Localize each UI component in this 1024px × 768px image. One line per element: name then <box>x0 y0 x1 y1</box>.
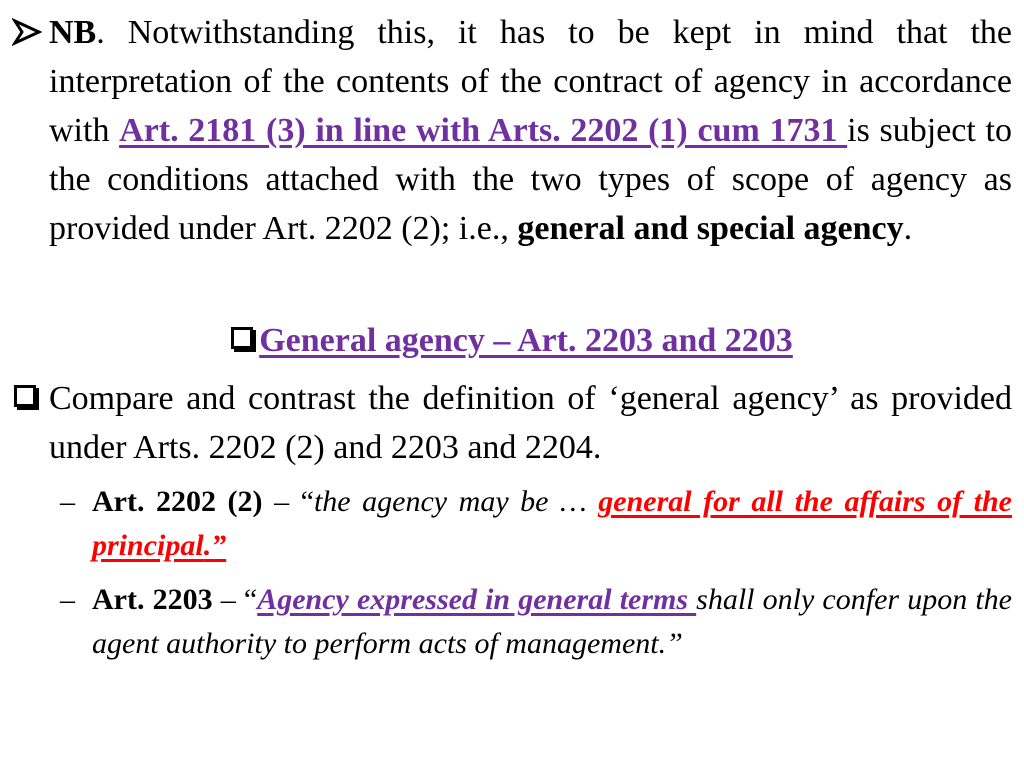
bullet-nb <box>12 8 1012 253</box>
dash-bullet-icon: – <box>60 583 75 616</box>
arrow-bullet-icon <box>12 8 48 57</box>
nb-paragraph <box>49 8 1012 253</box>
dash-bullet-icon: – <box>60 485 75 518</box>
nb-text-1: . Notwithstanding this, it has to be kept in mind that the interpretation of the contents of the contract of agency in accordance with <box>49 14 1012 149</box>
sub-2202-text <box>92 480 1012 568</box>
sub1-red-emphasis: general for all the affairs of the principal <box>92 485 1012 562</box>
sub-2203-text <box>92 578 1012 666</box>
sub2-italic: shall only confer upon the agent authority to perform acts of management.” <box>92 583 1012 660</box>
sub1-end: .” <box>203 529 227 562</box>
general-agency-heading[interactable]: General agency – Art. 2203 and 2203 <box>259 322 793 359</box>
sub2-dash: – “ <box>212 583 258 616</box>
article-link[interactable]: Art. 2181 (3) in line with Arts. 2202 (1) cum 1731 <box>119 112 848 149</box>
nb-bold-term: general and special agency <box>517 210 904 247</box>
sub2-purple-emphasis[interactable]: Agency expressed in general terms <box>257 583 697 616</box>
bullet-compare <box>12 374 1012 472</box>
art-2203-label: Art. 2203 <box>92 583 213 616</box>
general-agency-heading-row <box>0 316 1024 365</box>
sub1-dash: – “ <box>262 485 314 518</box>
art-2202-label: Art. 2202 (2) <box>92 485 263 518</box>
nb-label: NB <box>49 14 97 51</box>
checkbox-bullet-icon <box>231 327 253 349</box>
checkbox-bullet-icon <box>12 374 48 423</box>
sub-bullet-2203 <box>60 578 1012 666</box>
nb-text-3: . <box>903 210 913 247</box>
compare-paragraph: Compare and contrast the definition of ‘general agency’ as provided under Arts. 2202 (2) and 2203 and 2204. <box>49 380 1012 466</box>
nb-text-2: is subject to the conditions attached with the two types of scope of agency as provided under Art. 2202 (2); i.e., <box>49 112 1012 247</box>
sub-bullet-2202 <box>60 480 1012 568</box>
sub1-italic: the agency may be … <box>313 485 599 518</box>
